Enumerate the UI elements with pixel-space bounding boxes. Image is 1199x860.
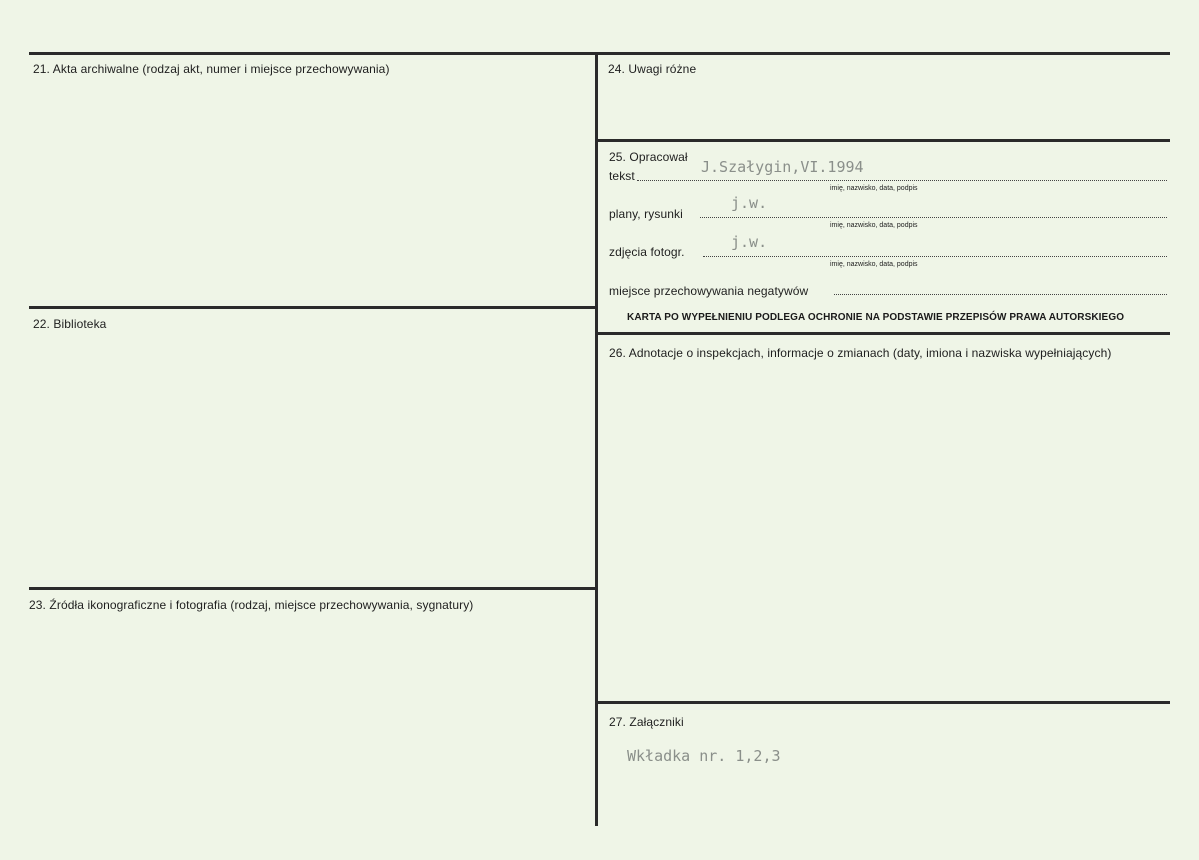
- section-23-label: 23. Źródła ikonograficzne i fotografia (rodzaj, miejsce przechowywania, sygnatury): [29, 598, 474, 612]
- divider-26-27: [597, 701, 1170, 704]
- attachments-value: Wkładka nr. 1,2,3: [627, 747, 781, 765]
- plany-value: j.w.: [731, 194, 768, 212]
- divider-21-22: [29, 306, 597, 309]
- section-24-label: 24. Uwagi różne: [608, 62, 697, 76]
- negatywy-label: miejsce przechowywania negatywów: [609, 284, 809, 298]
- tekst-value: J.Szałygin,VI.1994: [701, 158, 864, 176]
- section-26-label: 26. Adnotacje o inspekcjach, informacje o zmianach (daty, imiona i nazwiska wypełniających): [609, 346, 1112, 360]
- zdjecia-dotted-line: [703, 256, 1167, 257]
- zdjecia-label: zdjęcia fotogr.: [609, 245, 685, 259]
- section-25-label: 25. Opracował: [609, 150, 688, 164]
- tekst-label: tekst: [609, 169, 635, 183]
- divider-22-23: [29, 587, 597, 590]
- negatywy-dotted-line: [834, 294, 1167, 295]
- section-27-label: 27. Załączniki: [609, 715, 684, 729]
- top-rule: [29, 52, 1170, 55]
- section-22-label: 22. Biblioteka: [33, 317, 107, 331]
- divider-25-26: [597, 332, 1170, 335]
- center-divider: [595, 52, 598, 826]
- plany-label: plany, rysunki: [609, 207, 683, 221]
- plany-hint: imię, nazwisko, data, podpis: [830, 222, 918, 229]
- copyright-notice: KARTA PO WYPEŁNIENIU PODLEGA OCHRONIE NA PODSTAWIE PRZEPISÓW PRAWA AUTORSKIEGO: [627, 312, 1125, 323]
- tekst-dotted-line: [637, 180, 1167, 181]
- plany-dotted-line: [700, 217, 1167, 218]
- divider-24-25: [597, 139, 1170, 142]
- section-21-label: 21. Akta archiwalne (rodzaj akt, numer i miejsce przechowywania): [33, 62, 390, 76]
- zdjecia-hint: imię, nazwisko, data, podpis: [830, 261, 918, 268]
- tekst-hint: imię, nazwisko, data, podpis: [830, 185, 918, 192]
- zdjecia-value: j.w.: [731, 233, 768, 251]
